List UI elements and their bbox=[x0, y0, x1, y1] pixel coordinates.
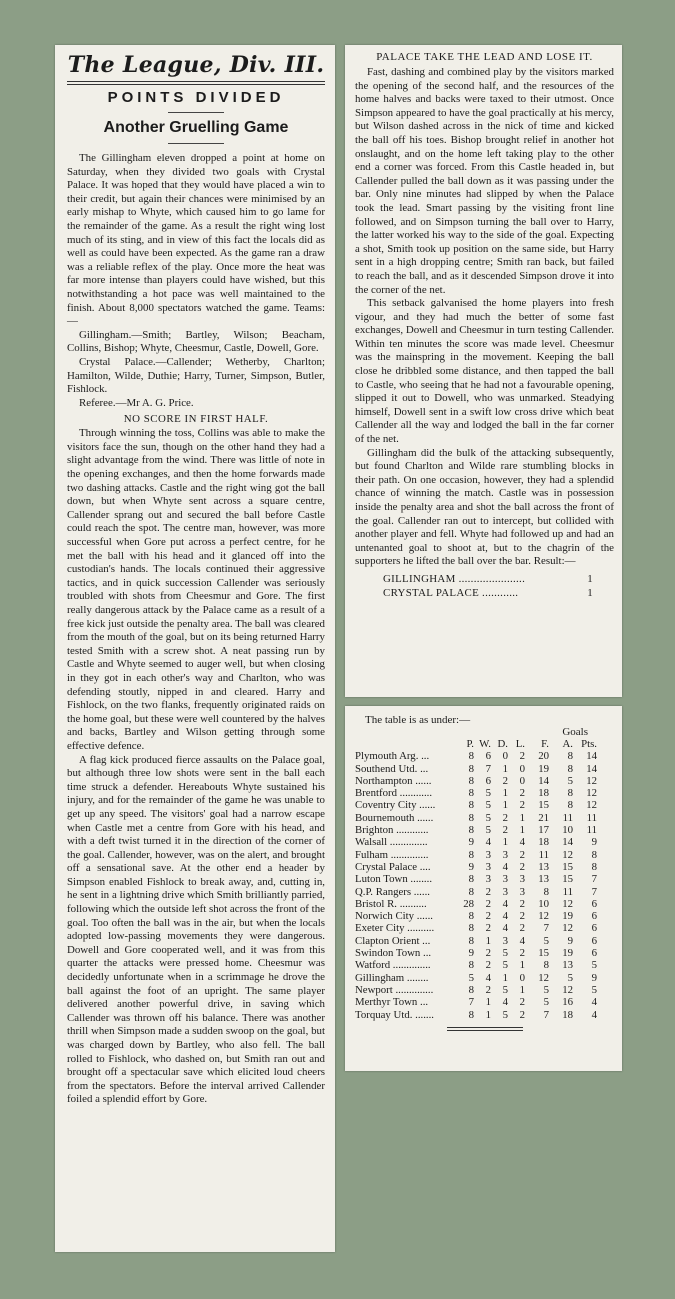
team-name-cell: Swindon Town ... bbox=[355, 947, 432, 960]
drawn-cell: 3 bbox=[502, 934, 508, 947]
header-for: F. bbox=[541, 738, 549, 750]
goals-against-cell: 8 bbox=[567, 787, 573, 800]
team-name-cell: Brentford ............ bbox=[355, 787, 433, 800]
table-row bbox=[355, 787, 597, 799]
goals-for-cell: 14 bbox=[538, 774, 549, 787]
played-cell: 8 bbox=[468, 848, 474, 861]
drawn-cell: 5 bbox=[502, 983, 508, 996]
goals-for-cell: 5 bbox=[543, 934, 549, 947]
article-body-b bbox=[67, 427, 325, 1107]
table-intro: The table is as under:— bbox=[365, 714, 471, 726]
goals-against-cell: 13 bbox=[562, 959, 573, 972]
won-cell: 7 bbox=[485, 762, 491, 775]
table-row bbox=[355, 935, 597, 947]
won-cell: 3 bbox=[485, 873, 491, 886]
drawn-cell: 2 bbox=[502, 774, 508, 787]
points-cell: 5 bbox=[591, 983, 597, 996]
team-name-cell: Southend Utd. ... bbox=[355, 762, 429, 775]
team-name-cell: Merthyr Town ... bbox=[355, 996, 429, 1009]
played-cell: 8 bbox=[468, 787, 474, 800]
won-cell: 3 bbox=[485, 860, 491, 873]
goals-against-cell: 15 bbox=[562, 860, 573, 873]
goals-for-cell: 13 bbox=[538, 873, 549, 886]
table-row bbox=[355, 898, 597, 910]
played-cell: 28 bbox=[463, 897, 474, 910]
right-top-clipping bbox=[345, 45, 622, 697]
played-cell: 7 bbox=[468, 996, 474, 1009]
points-cell: 14 bbox=[586, 750, 597, 763]
drawn-cell: 5 bbox=[502, 947, 508, 960]
drawn-cell: 1 bbox=[502, 971, 508, 984]
points-cell: 12 bbox=[586, 787, 597, 800]
paragraph: The Gillingham eleven dropped a point at home on Saturday, when they divided two goals with Crystal Palace. It was hoped that they would have placed a win to their credit, but again their chances were minimised by an early mishap to Whyte, which caused him to go lame for the remainder of the game. As a result the right wing lost much of its sting, and in view of this fact the locals did as well as could have been expected. As the game ran a draw was a reliable reflex of the play. Once more the heat was far more intense than players could have wished, but this notwithstanding a hot pace was well maintained to the finish. About 8,000 spectators watched the game. Teams:— bbox=[67, 152, 325, 328]
table-row bbox=[355, 861, 597, 873]
table-row bbox=[355, 922, 597, 934]
played-cell: 8 bbox=[468, 811, 474, 824]
goals-for-cell: 10 bbox=[538, 897, 549, 910]
team-name-cell: Bristol R. .......... bbox=[355, 897, 427, 910]
played-cell: 8 bbox=[468, 824, 474, 837]
table-row bbox=[355, 750, 597, 762]
drawn-cell: 2 bbox=[502, 811, 508, 824]
team-name-cell: Coventry City ...... bbox=[355, 799, 436, 812]
won-cell: 2 bbox=[485, 947, 491, 960]
played-cell: 8 bbox=[468, 873, 474, 886]
article-body-c bbox=[355, 66, 614, 569]
table-row bbox=[355, 984, 597, 996]
goals-for-cell: 7 bbox=[543, 1008, 549, 1021]
lost-cell: 2 bbox=[519, 996, 525, 1009]
drawn-cell: 4 bbox=[502, 910, 508, 923]
won-cell: 2 bbox=[485, 885, 491, 898]
drawn-cell: 3 bbox=[502, 848, 508, 861]
goals-for-cell: 5 bbox=[543, 996, 549, 1009]
match-result bbox=[355, 572, 614, 600]
header-team bbox=[355, 738, 457, 750]
team-name-cell: Gillingham ........ bbox=[355, 971, 429, 984]
header-played: P. bbox=[466, 738, 474, 750]
played-cell: 8 bbox=[468, 774, 474, 787]
divider bbox=[168, 143, 224, 144]
team-name-cell: Norwich City ...... bbox=[355, 910, 433, 923]
points-cell: 6 bbox=[591, 934, 597, 947]
points-cell: 4 bbox=[591, 996, 597, 1009]
team-name-cell: Walsall .............. bbox=[355, 836, 428, 849]
team-name-cell: Watford .............. bbox=[355, 959, 431, 972]
played-cell: 8 bbox=[468, 885, 474, 898]
table-row bbox=[355, 873, 597, 885]
lost-cell: 2 bbox=[519, 922, 525, 935]
goals-against-cell: 19 bbox=[562, 910, 573, 923]
table-row bbox=[355, 824, 597, 836]
goals-for-cell: 15 bbox=[538, 799, 549, 812]
goals-against-cell: 11 bbox=[562, 885, 573, 898]
lost-cell: 2 bbox=[519, 1008, 525, 1021]
goals-against-cell: 8 bbox=[567, 750, 573, 763]
points-cell: 12 bbox=[586, 799, 597, 812]
result-row bbox=[355, 586, 614, 600]
table-row bbox=[355, 947, 597, 959]
won-cell: 5 bbox=[485, 824, 491, 837]
table-row bbox=[355, 1009, 597, 1021]
goals-against-cell: 16 bbox=[562, 996, 573, 1009]
drawn-cell: 5 bbox=[502, 1008, 508, 1021]
lost-cell: 2 bbox=[519, 947, 525, 960]
points-cell: 6 bbox=[591, 910, 597, 923]
played-cell: 9 bbox=[468, 836, 474, 849]
goals-against-cell: 11 bbox=[562, 811, 573, 824]
points-cell: 7 bbox=[591, 885, 597, 898]
goals-for-cell: 18 bbox=[538, 787, 549, 800]
lost-cell: 1 bbox=[519, 824, 525, 837]
points-cell: 4 bbox=[591, 1008, 597, 1021]
table-row bbox=[355, 812, 597, 824]
table-row bbox=[355, 849, 597, 861]
goals-for-cell: 12 bbox=[538, 971, 549, 984]
section-heading: PALACE TAKE THE LEAD AND LOSE IT. bbox=[376, 51, 593, 63]
drawn-cell: 0 bbox=[502, 750, 508, 763]
won-cell: 2 bbox=[485, 959, 491, 972]
lost-cell: 2 bbox=[519, 897, 525, 910]
goals-against-cell: 9 bbox=[567, 934, 573, 947]
league-table-clipping bbox=[345, 706, 622, 1071]
won-cell: 4 bbox=[485, 836, 491, 849]
drawn-cell: 3 bbox=[502, 873, 508, 886]
result-score: 1 bbox=[587, 586, 593, 599]
drawn-cell: 4 bbox=[502, 922, 508, 935]
goals-for-cell: 13 bbox=[538, 860, 549, 873]
table-row bbox=[355, 886, 597, 898]
article-body-a bbox=[67, 152, 325, 410]
won-cell: 2 bbox=[485, 910, 491, 923]
points-cell: 5 bbox=[591, 959, 597, 972]
lost-cell: 1 bbox=[519, 959, 525, 972]
lost-cell: 1 bbox=[519, 983, 525, 996]
team-name-cell: Northampton ...... bbox=[355, 774, 432, 787]
goals-for-cell: 21 bbox=[538, 811, 549, 824]
drawn-cell: 1 bbox=[502, 799, 508, 812]
paragraph: Through winning the toss, Collins was able to make the visitors face the sun, though on the other hand they had a slight advantage from the wind. There was little of note in the opening exchanges, and then the home forwards made two dashing attacks. Castle and the right wing got the ball down, but when Whyte sent across a square centre, Callender sprang out and secured the ball before Castle could reach the spot. The centre man, however, was more successful when Gore put across a perfect centre, for he met the ball with his head and it glanced off into the custodian's hands. The locals continued their aggressive tactics, and in quick succession Callender was seriously troubled with shots from Cheesmur and Gore. The first really dangerous attack by the Palace came as a result of a free kick just outside the penalty area. The ball was cleared from the mouth of the goal, but on its being returned Harry tested Smith with a screw shot. A neat passing run by Castle and Whyte seemed to auger well, but when closing in they got in each other's way and Charlton, who was defending stoutly, nipped in and cleared. Harry and Fishlock, on the two flanks, frequently originated raids on the home goal, but these were well countered by the halves and backs, Bartley and Wilson getting through some effective defence. bbox=[67, 427, 325, 752]
lost-cell: 0 bbox=[519, 971, 525, 984]
won-cell: 5 bbox=[485, 799, 491, 812]
drawn-cell: 4 bbox=[502, 860, 508, 873]
result-team: GILLINGHAM ...................... bbox=[383, 572, 526, 585]
end-rule bbox=[447, 1027, 523, 1031]
goals-label: Goals bbox=[562, 726, 588, 738]
drawn-cell: 1 bbox=[502, 787, 508, 800]
played-cell: 8 bbox=[468, 922, 474, 935]
goals-for-cell: 17 bbox=[538, 824, 549, 837]
divider bbox=[168, 112, 224, 113]
points-cell: 6 bbox=[591, 947, 597, 960]
points-cell: 8 bbox=[591, 860, 597, 873]
table-row bbox=[355, 775, 597, 787]
team-name-cell: Torquay Utd. ....... bbox=[355, 1008, 435, 1021]
result-score: 1 bbox=[587, 572, 593, 585]
drawn-cell: 4 bbox=[502, 996, 508, 1009]
header-won: W. bbox=[479, 738, 491, 750]
goals-against-cell: 12 bbox=[562, 897, 573, 910]
left-clipping bbox=[55, 45, 335, 1252]
goals-against-cell: 15 bbox=[562, 873, 573, 886]
league-banner: The League, Div. III. bbox=[67, 52, 325, 78]
lost-cell: 0 bbox=[519, 762, 525, 775]
lost-cell: 3 bbox=[519, 873, 525, 886]
goals-for-cell: 5 bbox=[543, 983, 549, 996]
played-cell: 8 bbox=[468, 983, 474, 996]
lost-cell: 4 bbox=[519, 836, 525, 849]
goals-for-cell: 18 bbox=[538, 836, 549, 849]
points-cell: 11 bbox=[586, 811, 597, 824]
played-cell: 5 bbox=[468, 971, 474, 984]
team-name-cell: Crystal Palace .... bbox=[355, 860, 431, 873]
result-row bbox=[355, 572, 614, 586]
table-row bbox=[355, 996, 597, 1008]
points-cell: 9 bbox=[591, 971, 597, 984]
won-cell: 2 bbox=[485, 983, 491, 996]
paragraph: Referee.—Mr A. G. Price. bbox=[79, 396, 194, 409]
won-cell: 2 bbox=[485, 922, 491, 935]
table-body bbox=[355, 750, 597, 1021]
header-drawn: D. bbox=[497, 738, 508, 750]
team-name-cell: Bournemouth ...... bbox=[355, 811, 434, 824]
goals-against-cell: 12 bbox=[562, 848, 573, 861]
team-name-cell: Clapton Orient ... bbox=[355, 934, 431, 947]
section-heading: NO SCORE IN FIRST HALF. bbox=[123, 413, 269, 426]
won-cell: 1 bbox=[485, 1008, 491, 1021]
goals-for-cell: 11 bbox=[538, 848, 549, 861]
points-cell: 11 bbox=[586, 824, 597, 837]
played-cell: 8 bbox=[468, 959, 474, 972]
lost-cell: 0 bbox=[519, 774, 525, 787]
lost-cell: 2 bbox=[519, 860, 525, 873]
points-cell: 12 bbox=[586, 774, 597, 787]
points-cell: 6 bbox=[591, 922, 597, 935]
won-cell: 1 bbox=[485, 996, 491, 1009]
goals-for-cell: 7 bbox=[543, 922, 549, 935]
drawn-cell: 3 bbox=[502, 885, 508, 898]
header-points: Pts. bbox=[581, 738, 597, 750]
paragraph: This setback galvanised the home players into fresh vigour, and they had much the better of some fast exchanges, Dowell and Cheesmur in turn testing Callender. Within ten minutes the score was made level. Cheesmur was the mainspring in the movement. Keeping the ball close he dribbled some distance, and then tapped the ball to Castle, who seeing that he had not a favourable opening, slipped it out to Dowell, who was unmarked. Steadying himself, Dowell sent in a swift low cross drive which beat Callender all the way and lodged the ball in the far corner of the net. bbox=[355, 297, 614, 446]
goals-against-cell: 5 bbox=[567, 774, 573, 787]
won-cell: 4 bbox=[485, 971, 491, 984]
goals-against-cell: 12 bbox=[562, 983, 573, 996]
lost-cell: 2 bbox=[519, 787, 525, 800]
table-row bbox=[355, 836, 597, 848]
header-against: A. bbox=[562, 738, 573, 750]
paragraph: Crystal Palace.—Callender; Wetherby, Charlton; Hamilton, Wilde, Duthie; Harry, Turner, Simpson, Butler, Fishlock. bbox=[67, 355, 325, 396]
team-name-cell: Q.P. Rangers ...... bbox=[355, 885, 430, 898]
lost-cell: 2 bbox=[519, 799, 525, 812]
played-cell: 8 bbox=[468, 750, 474, 763]
lost-cell: 4 bbox=[519, 934, 525, 947]
lost-cell: 2 bbox=[519, 910, 525, 923]
goals-against-cell: 5 bbox=[567, 971, 573, 984]
team-name-cell: Newport .............. bbox=[355, 983, 434, 996]
played-cell: 8 bbox=[468, 934, 474, 947]
subheadline: POINTS DIVIDED bbox=[107, 89, 285, 106]
header-lost: L. bbox=[515, 738, 525, 750]
drawn-cell: 1 bbox=[502, 762, 508, 775]
table-row bbox=[355, 763, 597, 775]
won-cell: 5 bbox=[485, 787, 491, 800]
table-header-row bbox=[355, 738, 597, 750]
points-cell: 14 bbox=[586, 762, 597, 775]
table-row bbox=[355, 799, 597, 811]
points-cell: 8 bbox=[591, 848, 597, 861]
won-cell: 2 bbox=[485, 897, 491, 910]
goals-against-cell: 12 bbox=[562, 922, 573, 935]
team-name-cell: Brighton ............ bbox=[355, 824, 429, 837]
points-cell: 7 bbox=[591, 873, 597, 886]
played-cell: 9 bbox=[468, 947, 474, 960]
goals-against-cell: 8 bbox=[567, 762, 573, 775]
paragraph: Gillingham did the bulk of the attacking subsequently, but found Charlton and Wilde rare stumbling blocks in their path. On one occasion, however, they had a splendid chance of winning the match. Castle was in possession inside the penalty area and shot the ball across the front of the goal. Callender ran out to intercept, but collided with another player and fell. Whyte had followed up and had an untenanted goal to shoot at, but to the chagrin of the supporters he lifted the ball over the bar. Result:— bbox=[355, 446, 614, 568]
drawn-cell: 4 bbox=[502, 897, 508, 910]
team-name-cell: Fulham .............. bbox=[355, 848, 429, 861]
headline: Another Gruelling Game bbox=[103, 119, 289, 136]
won-cell: 5 bbox=[485, 811, 491, 824]
won-cell: 6 bbox=[485, 750, 491, 763]
points-cell: 6 bbox=[591, 897, 597, 910]
drawn-cell: 2 bbox=[502, 824, 508, 837]
goals-against-cell: 10 bbox=[562, 824, 573, 837]
goals-for-cell: 15 bbox=[538, 947, 549, 960]
goals-against-cell: 19 bbox=[562, 947, 573, 960]
table-row bbox=[355, 910, 597, 922]
lost-cell: 1 bbox=[519, 811, 525, 824]
league-table bbox=[355, 738, 597, 1021]
drawn-cell: 1 bbox=[502, 836, 508, 849]
goals-against-cell: 8 bbox=[567, 799, 573, 812]
played-cell: 8 bbox=[468, 910, 474, 923]
goals-against-cell: 14 bbox=[562, 836, 573, 849]
lost-cell: 2 bbox=[519, 750, 525, 763]
won-cell: 6 bbox=[485, 774, 491, 787]
played-cell: 8 bbox=[468, 799, 474, 812]
played-cell: 8 bbox=[468, 762, 474, 775]
paragraph: Fast, dashing and combined play by the visitors marked the opening of the second half, and the resources of the home halves and backs were taxed to their utmost. Once Simpson appeared to have the goal practically at his mercy, but Wilson dashed across in the nick of time and kicked the ball off his toes. Bishop brought relief in another hot onslaught, and on the home left taking play to the other end a corner was forced. From this Castle headed in, but Callender pulled the ball down as it was passing under the bar. Only nine minutes had slipped by when the Palace took the lead. Smart passing by the visiting front line followed, and on Simpson turning the ball over to Harry, the latter worked his way to the side of the goal. Expecting a shot, Smith took up position on the same side, but Harry sent in a high dropping centre; Smith ran back, but failed to reach the ball, and as it descended Simpson drove it into the corner of the net. bbox=[355, 66, 614, 296]
won-cell: 3 bbox=[485, 848, 491, 861]
result-team: CRYSTAL PALACE ............ bbox=[383, 586, 519, 599]
drawn-cell: 5 bbox=[502, 959, 508, 972]
played-cell: 9 bbox=[468, 860, 474, 873]
played-cell: 8 bbox=[468, 1008, 474, 1021]
goals-for-cell: 8 bbox=[543, 959, 549, 972]
team-name-cell: Luton Town ........ bbox=[355, 873, 433, 886]
goals-against-cell: 18 bbox=[562, 1008, 573, 1021]
goals-for-cell: 19 bbox=[538, 762, 549, 775]
goals-for-cell: 8 bbox=[543, 885, 549, 898]
lost-cell: 2 bbox=[519, 848, 525, 861]
table-row bbox=[355, 972, 597, 984]
banner-rule bbox=[67, 81, 325, 85]
paragraph: Gillingham.—Smith; Bartley, Wilson; Beacham, Collins, Bishop; Whyte, Cheesmur, Castle, Dowell, Gore. bbox=[67, 328, 325, 355]
won-cell: 1 bbox=[485, 934, 491, 947]
paragraph: A flag kick produced fierce assaults on the Palace goal, but although three low shots were sent in the ball each time struck a defender. Hereabouts Whyte sustained his injury, and for the remainder of the game he was unable to get up any speed. The visitors' goal had a narrow escape when Castle met a centre from Gore with his head, and with a deft twist turned it in the direction of the corner of the goal. Callender, however, was on the alert, and brought off a sensational save. At the other end a header by Simpson enabled Fishlock to break away, and, cutting in, he sent in a lightning drive which Smith brilliantly parried, following which the outside left shot across the front of the goal. Too often the ball was in the air, but when the locals adopted low-passing movements they were dangerous. Dowell and Gore cooperated well, and it was from this quarter the attacks were pressed home. Cheesmur was decidedly unfortunate when in a scrimmage he drove the ball against the foot of an upright. The same player delivered another powerful drive, in saving which Callender was thrown off his balance. There was another thrill when Simpson made a sudden swoop on the goal, but was charged down by Bartley, who also fell. The ball rolled to Fishlock, who dashed on, but Smith ran out and brought off a spectacular save which elicited loud cheers from the spectators. Before the interval arrived Callender foiled a splendid effort by Gore. bbox=[67, 753, 325, 1106]
team-name-cell: Plymouth Arg. ... bbox=[355, 750, 430, 763]
lost-cell: 3 bbox=[519, 885, 525, 898]
team-name-cell: Exeter City .......... bbox=[355, 922, 435, 935]
table-row bbox=[355, 959, 597, 971]
points-cell: 9 bbox=[591, 836, 597, 849]
goals-for-cell: 20 bbox=[538, 750, 549, 763]
goals-for-cell: 12 bbox=[538, 910, 549, 923]
